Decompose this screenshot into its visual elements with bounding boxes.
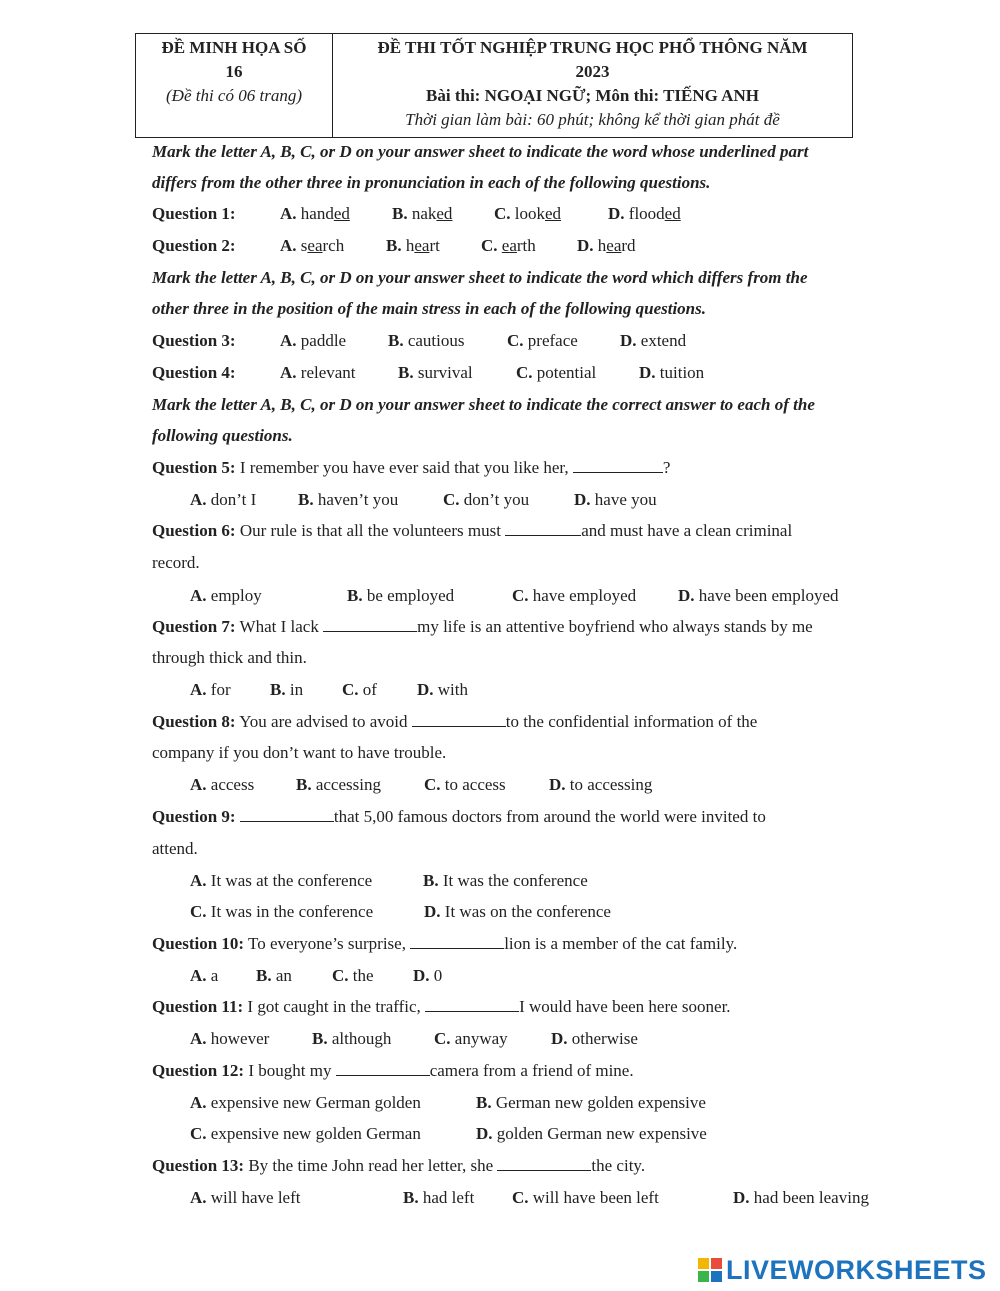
option-text: It was at the conference	[210, 871, 373, 890]
question-6-label: Question 6:	[152, 521, 236, 540]
option-letter: A.	[190, 966, 207, 985]
question-6-stem	[152, 521, 792, 541]
option-letter: D.	[551, 1029, 568, 1048]
answer-blank[interactable]	[505, 521, 581, 536]
instruction-correct-answer-line-1: Mark the letter A, B, C, or D on your answer sheet to indicate the correct answer to each of the	[152, 395, 815, 414]
question-text: and must have a clean criminal	[581, 521, 793, 540]
option-text: preface	[527, 331, 578, 350]
option-text: of	[362, 680, 377, 699]
option-text: otherwise	[571, 1029, 638, 1048]
option-letter: A.	[190, 490, 207, 509]
answer-blank[interactable]	[323, 617, 417, 632]
answer-blank[interactable]	[412, 712, 506, 727]
option-letter: C.	[443, 490, 460, 509]
question-9-stem-cont: attend.	[152, 839, 198, 858]
option-letter: C.	[190, 1124, 207, 1143]
option-text: cautious	[407, 331, 465, 350]
liveworksheets-logo	[698, 1255, 987, 1285]
option-text: relevant	[300, 363, 356, 382]
option-letter: C.	[434, 1029, 451, 1048]
option-text: tuition	[659, 363, 705, 382]
option-letter: C.	[494, 204, 511, 223]
question-text: Our rule is that all the volunteers must	[239, 521, 501, 540]
question-text: ?	[662, 458, 671, 477]
exam-subject: Bài thi: NGOẠI NGỮ; Môn thi: TIẾNG ANH	[426, 86, 759, 105]
question-5-option-c[interactable]	[443, 490, 529, 510]
question-12-stem	[152, 1061, 634, 1081]
question-text: By the time John read her letter, she	[248, 1156, 494, 1175]
option-letter: B.	[403, 1188, 419, 1207]
question-9-label: Question 9:	[152, 807, 236, 826]
option-text: rch	[322, 236, 345, 255]
question-5-option-d[interactable]	[574, 490, 657, 510]
option-letter: D.	[549, 775, 566, 794]
option-text: although	[331, 1029, 392, 1048]
question-5-option-b[interactable]	[298, 490, 398, 510]
question-6-option-c[interactable]	[512, 586, 636, 606]
option-letter: C.	[342, 680, 359, 699]
option-text: accessing	[315, 775, 381, 794]
question-12-option-c[interactable]	[190, 1124, 421, 1144]
question-1-label: Question 1:	[152, 204, 236, 223]
option-text: hand	[300, 204, 334, 223]
option-letter: B.	[476, 1093, 492, 1112]
exam-header	[135, 33, 853, 138]
option-text: a	[210, 966, 219, 985]
option-text: German new golden expensive	[495, 1093, 706, 1112]
option-letter: C.	[190, 902, 207, 921]
option-text: expensive new German golden	[210, 1093, 421, 1112]
option-letter: A.	[280, 363, 297, 382]
question-10-option-a[interactable]	[190, 966, 218, 986]
option-letter: B.	[347, 586, 363, 605]
question-11-stem	[152, 997, 731, 1017]
option-text: s	[300, 236, 308, 255]
option-text: have employed	[532, 586, 637, 605]
question-text: camera from a friend of mine.	[429, 1061, 634, 1080]
option-letter: A.	[190, 1188, 207, 1207]
question-9-option-a[interactable]	[190, 871, 372, 891]
instruction-pronunciation-line-2: differs from the other three in pronunciation in each of the following questions.	[152, 173, 711, 192]
exam-title-cell	[333, 34, 852, 137]
instruction-correct-answer-line-2: following questions.	[152, 426, 293, 445]
option-letter: C.	[332, 966, 349, 985]
option-text: paddle	[300, 331, 347, 350]
question-8-option-c[interactable]	[424, 775, 506, 795]
option-text: extend	[640, 331, 687, 350]
exam-time: Thời gian làm bài: 60 phút; không kể thời gian phát đề	[405, 110, 780, 129]
option-letter: A.	[190, 775, 207, 794]
option-text: be employed	[366, 586, 455, 605]
option-letter: B.	[270, 680, 286, 699]
question-2-option-a[interactable]	[280, 236, 344, 256]
question-1-option-b[interactable]	[392, 204, 452, 224]
option-letter: B.	[296, 775, 312, 794]
answer-blank[interactable]	[336, 1061, 430, 1076]
option-letter: D.	[424, 902, 441, 921]
question-13-option-d[interactable]	[733, 1188, 869, 1208]
option-text: to accessing	[569, 775, 653, 794]
instruction-pronunciation-line-1: Mark the letter A, B, C, or D on your answer sheet to indicate the word whose underlined part	[152, 142, 809, 161]
question-5-option-a[interactable]	[190, 490, 256, 510]
question-11-option-a[interactable]	[190, 1029, 269, 1049]
instruction-stress-line-1: Mark the letter A, B, C, or D on your answer sheet to indicate the word which differs from the	[152, 268, 808, 287]
question-11-option-c[interactable]	[434, 1029, 508, 1049]
question-11-option-d[interactable]	[551, 1029, 638, 1049]
option-text: don’t I	[210, 490, 257, 509]
option-letter: D.	[574, 490, 591, 509]
underlined-part: ea	[414, 236, 430, 255]
question-text: To everyone’s surprise,	[248, 934, 406, 953]
option-text: in	[289, 680, 304, 699]
question-2-option-b[interactable]	[386, 236, 440, 256]
question-10-option-b[interactable]	[256, 966, 292, 986]
option-text: 0	[433, 966, 443, 985]
instruction-stress-line-2: other three in the position of the main stress in each of the following questions.	[152, 299, 706, 318]
option-letter: C.	[424, 775, 441, 794]
option-letter: A.	[280, 236, 297, 255]
option-text: golden German new expensive	[496, 1124, 707, 1143]
question-7-option-d[interactable]	[417, 680, 468, 700]
question-13-label: Question 13:	[152, 1156, 245, 1175]
option-letter: B.	[298, 490, 314, 509]
option-text: had been leaving	[753, 1188, 869, 1207]
question-7-option-b[interactable]	[270, 680, 303, 700]
question-12-label: Question 12:	[152, 1061, 245, 1080]
option-text: survival	[417, 363, 473, 382]
option-text: will have left	[210, 1188, 301, 1207]
question-3-option-c[interactable]	[507, 331, 578, 351]
question-4-option-c[interactable]	[516, 363, 596, 383]
option-letter: C.	[481, 236, 498, 255]
option-text: flood	[628, 204, 665, 223]
option-text: It was the conference	[442, 871, 588, 890]
underlined-part: ed	[664, 204, 681, 223]
option-text: It was in the conference	[210, 902, 374, 921]
question-10-option-c[interactable]	[332, 966, 374, 986]
question-10-option-d[interactable]	[413, 966, 442, 986]
option-letter: A.	[280, 331, 297, 350]
liveworksheets-logo-text: LIVEWORKSHEETS	[726, 1254, 987, 1285]
exam-code-number: 16	[225, 62, 243, 81]
underlined-part: ea	[307, 236, 323, 255]
underlined-part: ea	[606, 236, 622, 255]
question-8-stem	[152, 712, 757, 732]
question-text: You are advised to avoid	[239, 712, 408, 731]
underlined-part: ea	[501, 236, 517, 255]
option-text: don’t you	[463, 490, 530, 509]
answer-blank[interactable]	[240, 807, 334, 822]
question-3-option-d[interactable]	[620, 331, 686, 351]
option-letter: A.	[190, 680, 207, 699]
exam-code-cell	[136, 34, 333, 137]
option-text: haven’t you	[317, 490, 399, 509]
option-letter: C.	[512, 586, 529, 605]
option-letter: D.	[733, 1188, 750, 1207]
option-letter: B.	[423, 871, 439, 890]
question-text: the city.	[591, 1156, 646, 1175]
question-7-option-c[interactable]	[342, 680, 377, 700]
option-letter: D.	[639, 363, 656, 382]
option-text: access	[210, 775, 255, 794]
question-6-option-b[interactable]	[347, 586, 454, 606]
answer-blank[interactable]	[573, 458, 663, 473]
question-12-option-b[interactable]	[476, 1093, 706, 1113]
question-6-option-d[interactable]	[678, 586, 839, 606]
option-text: rth	[516, 236, 536, 255]
question-8-option-d[interactable]	[549, 775, 652, 795]
option-letter: D.	[417, 680, 434, 699]
question-8-option-a[interactable]	[190, 775, 254, 795]
option-letter: D.	[678, 586, 695, 605]
question-1-option-c[interactable]	[494, 204, 561, 224]
option-text: h	[405, 236, 415, 255]
exam-title-line-2: 2023	[575, 62, 610, 81]
option-letter: D.	[413, 966, 430, 985]
option-text: look	[514, 204, 546, 223]
question-7-option-a[interactable]	[190, 680, 231, 700]
underlined-part: ed	[545, 204, 562, 223]
question-4-option-d[interactable]	[639, 363, 704, 383]
question-text: I remember you have ever said that you like her,	[239, 458, 569, 477]
question-9-option-b[interactable]	[423, 871, 588, 891]
option-text: have been employed	[698, 586, 839, 605]
exam-page-note: (Đề thi có 06 trang)	[166, 86, 302, 105]
question-2-option-c[interactable]	[481, 236, 536, 256]
question-13-stem	[152, 1156, 645, 1176]
option-letter: A.	[280, 204, 297, 223]
question-8-option-b[interactable]	[296, 775, 381, 795]
question-12-option-d[interactable]	[476, 1124, 707, 1144]
option-text: the	[352, 966, 374, 985]
option-text: for	[210, 680, 231, 699]
question-9-option-c[interactable]	[190, 902, 373, 922]
liveworksheets-logo-icon	[698, 1258, 722, 1282]
question-10-stem	[152, 934, 737, 954]
option-text: will have been left	[532, 1188, 659, 1207]
question-6-option-a[interactable]	[190, 586, 262, 606]
option-letter: C.	[507, 331, 524, 350]
option-text: anyway	[454, 1029, 508, 1048]
answer-blank[interactable]	[425, 997, 519, 1012]
question-6-stem-cont: record.	[152, 553, 200, 572]
option-letter: A.	[190, 1093, 207, 1112]
question-text: I bought my	[248, 1061, 332, 1080]
option-letter: C.	[512, 1188, 529, 1207]
option-text: potential	[536, 363, 597, 382]
option-letter: D.	[608, 204, 625, 223]
question-2-option-d[interactable]	[577, 236, 636, 256]
question-text: my life is an attentive boyfriend who always stands by me	[417, 617, 813, 636]
question-12-option-a[interactable]	[190, 1093, 421, 1113]
question-text: lion is a member of the cat family.	[504, 934, 738, 953]
option-letter: B.	[256, 966, 272, 985]
question-7-stem	[152, 617, 813, 637]
question-1-option-a[interactable]	[280, 204, 350, 224]
exam-title-line-1: ĐỀ THI TỐT NGHIỆP TRUNG HỌC PHỔ THÔNG NĂM	[377, 38, 808, 57]
option-text: an	[275, 966, 292, 985]
option-text: have you	[594, 490, 657, 509]
option-text: however	[210, 1029, 270, 1048]
question-text: I would have been here sooner.	[519, 997, 731, 1016]
exam-code-title: ĐỀ MINH HỌA SỐ	[161, 38, 307, 57]
option-letter: A.	[190, 1029, 207, 1048]
question-text: What I lack	[239, 617, 319, 636]
question-4-option-a[interactable]	[280, 363, 356, 383]
question-8-label: Question 8:	[152, 712, 236, 731]
question-13-option-b[interactable]	[403, 1188, 474, 1208]
question-10-label: Question 10:	[152, 934, 245, 953]
option-letter: D.	[476, 1124, 493, 1143]
option-letter: B.	[312, 1029, 328, 1048]
option-text: employ	[210, 586, 262, 605]
option-letter: B.	[392, 204, 408, 223]
question-5-label: Question 5:	[152, 458, 236, 477]
underlined-part: ed	[333, 204, 350, 223]
question-1-option-d[interactable]	[608, 204, 681, 224]
option-text: with	[437, 680, 469, 699]
underlined-part: ed	[436, 204, 453, 223]
question-4-label: Question 4:	[152, 363, 236, 382]
question-8-stem-cont: company if you don’t want to have trouble.	[152, 743, 447, 762]
option-letter: A.	[190, 871, 207, 890]
question-4-option-b[interactable]	[398, 363, 473, 383]
option-text: nak	[411, 204, 437, 223]
option-text: had left	[422, 1188, 475, 1207]
question-2-label: Question 2:	[152, 236, 236, 255]
option-text: h	[597, 236, 607, 255]
option-text: rd	[621, 236, 636, 255]
option-letter: D.	[577, 236, 594, 255]
option-text: to access	[444, 775, 506, 794]
answer-blank[interactable]	[497, 1156, 591, 1171]
question-3-option-b[interactable]	[388, 331, 465, 351]
question-3-option-a[interactable]	[280, 331, 346, 351]
question-11-option-b[interactable]	[312, 1029, 391, 1049]
option-text: It was on the conference	[444, 902, 611, 921]
question-13-option-c[interactable]	[512, 1188, 659, 1208]
question-11-label: Question 11:	[152, 997, 244, 1016]
question-9-stem	[152, 807, 766, 827]
option-letter: B.	[388, 331, 404, 350]
option-letter: C.	[516, 363, 533, 382]
question-7-label: Question 7:	[152, 617, 236, 636]
option-text: expensive new golden German	[210, 1124, 421, 1143]
answer-blank[interactable]	[410, 934, 504, 949]
option-letter: D.	[620, 331, 637, 350]
question-text: that 5,00 famous doctors from around the world were invited to	[333, 807, 766, 826]
option-letter: B.	[386, 236, 402, 255]
question-text: to the confidential information of the	[505, 712, 758, 731]
question-text: I got caught in the traffic,	[247, 997, 421, 1016]
question-5-stem	[152, 458, 670, 478]
question-9-option-d[interactable]	[424, 902, 611, 922]
option-text: rt	[429, 236, 440, 255]
question-3-label: Question 3:	[152, 331, 236, 350]
option-letter: B.	[398, 363, 414, 382]
question-13-option-a[interactable]	[190, 1188, 300, 1208]
option-letter: A.	[190, 586, 207, 605]
question-7-stem-cont: through thick and thin.	[152, 648, 307, 667]
